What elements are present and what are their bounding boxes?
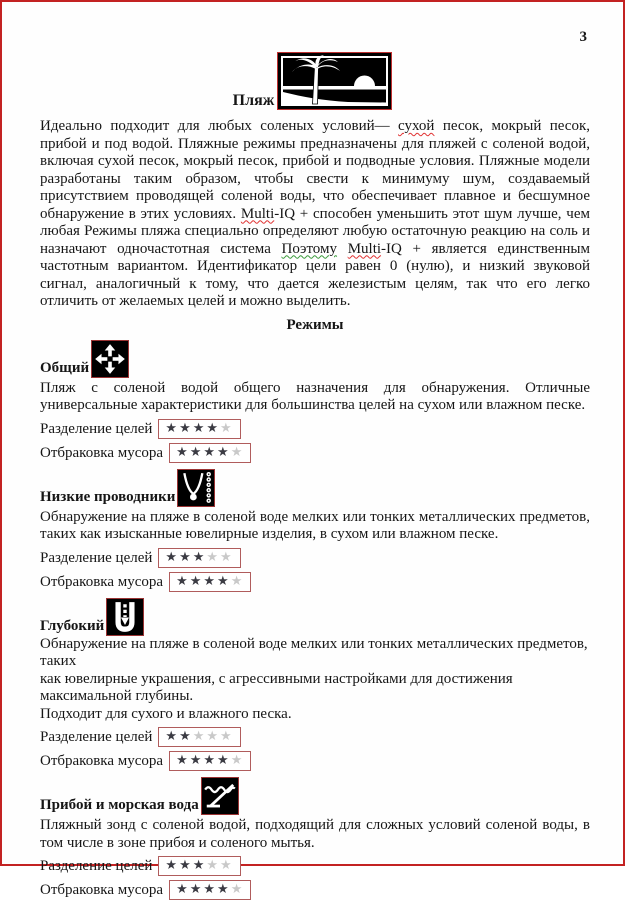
mode-head (40, 468, 590, 507)
star-empty-icon: ★ (220, 858, 234, 873)
rating-label: Отбраковка мусора (40, 753, 164, 769)
rating-row (40, 751, 590, 771)
rating-row (40, 880, 590, 900)
spellcheck-green-word: Поэтому (281, 240, 338, 257)
intro-paragraph (40, 118, 590, 311)
rating-label: Отбраковка мусора (40, 444, 164, 461)
star-filled-icon: ★ (176, 444, 190, 460)
mode-description-line: таких (40, 653, 77, 669)
mode-title: Низкие проводники (40, 488, 176, 505)
star-rating (158, 548, 240, 568)
intro-text: -IQ + является единственным частотным вариантом. Идентификатор цели равен 0 (нулю), и низкий звуковой сигнал, аналогичный к тому, что дается железистым целям, так что его легко отличить от желаемых целей и можно выделить. (40, 240, 591, 309)
mode-title: Прибой и морская вода (40, 797, 199, 813)
mode-head (40, 597, 590, 636)
star-filled-icon: ★ (165, 729, 180, 744)
star-rating (169, 443, 251, 463)
mode-section-surf (40, 776, 590, 900)
intro-text: песок, мокрый песок, прибой и под водой. Пляжные режимы предназначены для пляжей с соленой водой, включая сухой песок, мокрый песок, прибой и подводные условия. Пляжные модели разработаны таким образом, чтобы свести к минимуму шум, создаваемый присутствием проводящей соленой воды, что обеспечивает плавное и бесшумное обнаружение в этих условиях. (40, 118, 590, 222)
star-filled-icon: ★ (176, 573, 190, 589)
mode-section-deep (40, 597, 590, 772)
rating-label: Разделение целей (40, 420, 153, 437)
rating-row (40, 727, 590, 747)
mode-title: Глубокий (40, 617, 105, 634)
rating-row (40, 443, 590, 463)
star-filled-icon: ★ (179, 549, 193, 565)
star-filled-icon: ★ (179, 420, 193, 436)
star-filled-icon: ★ (217, 573, 231, 589)
star-rating (158, 419, 240, 439)
star-filled-icon: ★ (203, 573, 218, 589)
beach-palm-sun-icon (277, 52, 392, 110)
surf-water-icon (201, 777, 239, 815)
star-filled-icon: ★ (179, 858, 193, 873)
move-arrows-icon (91, 340, 129, 378)
star-rating (169, 572, 251, 592)
star-filled-icon: ★ (217, 882, 231, 897)
star-filled-icon: ★ (189, 882, 204, 897)
star-filled-icon: ★ (206, 420, 221, 436)
star-filled-icon: ★ (179, 729, 193, 744)
spellcheck-red-word: Multi (240, 205, 275, 222)
rating-label: Отбраковка мусора (40, 882, 164, 898)
page-title: Пляж (232, 92, 275, 109)
page-number: 3 (579, 29, 587, 45)
rating-label: Разделение целей (40, 858, 153, 874)
mode-description: Обнаружение на пляже в соленой воде мелких или тонких металлических предметов, таких как изысканные ювелирные изделия, в сухом или влажном песке. (40, 508, 590, 542)
rating-label: Отбраковка мусора (40, 573, 164, 590)
star-filled-icon: ★ (192, 549, 207, 565)
star-empty-icon: ★ (230, 882, 245, 897)
star-filled-icon: ★ (189, 444, 204, 460)
mode-title: Общий (40, 359, 90, 376)
modes-heading: Режимы (286, 316, 344, 333)
rating-label: Разделение целей (40, 729, 153, 745)
rating-row (40, 548, 590, 568)
star-rating (158, 856, 240, 876)
mode-head (40, 776, 590, 815)
mode-description-line: Обнаружение на пляже в соленой воде мелких или тонких металлических предметов, (40, 635, 588, 652)
star-filled-icon: ★ (203, 753, 218, 768)
intro-text: Идеально подходит для любых соленых условий— (40, 118, 399, 134)
mode-description: Пляжный зонд с соленой водой, подходящий для сложных условий соленой воды, в том числе в зоне прибоя и соленого мытья. (40, 817, 590, 851)
star-filled-icon: ★ (203, 882, 218, 897)
star-rating (158, 727, 240, 747)
star-filled-icon: ★ (192, 858, 207, 873)
necklace-icon (177, 469, 215, 507)
mode-section-low-conductors (40, 468, 590, 592)
star-filled-icon: ★ (176, 882, 190, 897)
page-content (2, 118, 623, 900)
mode-description-line: как ювелирные украшения, с агрессивными настройками для достижения (40, 670, 513, 687)
star-empty-icon: ★ (230, 444, 245, 460)
star-empty-icon: ★ (206, 549, 221, 565)
star-empty-icon: ★ (220, 729, 234, 744)
mode-section-general (40, 339, 590, 463)
spellcheck-red-word: Multi (347, 240, 382, 257)
star-filled-icon: ★ (165, 549, 180, 565)
star-filled-icon: ★ (217, 753, 231, 768)
star-empty-icon: ★ (220, 420, 234, 436)
rating-row (40, 856, 590, 876)
star-filled-icon: ★ (189, 753, 204, 768)
mode-description-line: Подходит для сухого и влажного песка. (40, 705, 292, 722)
star-empty-icon: ★ (206, 858, 221, 873)
star-empty-icon: ★ (230, 573, 245, 589)
star-empty-icon: ★ (220, 549, 234, 565)
star-filled-icon: ★ (165, 420, 180, 436)
star-filled-icon: ★ (217, 444, 231, 460)
star-filled-icon: ★ (165, 858, 180, 873)
star-empty-icon: ★ (192, 729, 207, 744)
star-rating (169, 880, 251, 900)
rating-row (40, 572, 590, 592)
rating-label: Разделение целей (40, 549, 153, 566)
intro-text (337, 241, 348, 257)
mode-description: Пляж с соленой водой общего назначения для обнаружения. Отличные универсальные характеристики для большинства целей на сухом или влажном песке. (40, 379, 590, 413)
star-filled-icon: ★ (203, 444, 218, 460)
spellcheck-red-word: сухой (398, 118, 435, 134)
mode-head (40, 339, 590, 378)
rating-row (40, 419, 590, 439)
mode-description-line: максимальной глубины. (40, 688, 194, 704)
star-filled-icon: ★ (192, 420, 207, 436)
star-filled-icon: ★ (176, 753, 190, 768)
title-row (2, 52, 623, 110)
star-filled-icon: ★ (189, 573, 204, 589)
deep-hole-arrow-icon (106, 598, 144, 636)
star-empty-icon: ★ (206, 729, 221, 744)
star-empty-icon: ★ (230, 753, 245, 768)
star-rating (169, 751, 251, 771)
intro-text: -IQ + способен уменьшить этот шум лучше, чем любая Режимы пляжа специально определяют любую остаточную реакцию на соль и назначают одночастотная система (40, 205, 590, 257)
